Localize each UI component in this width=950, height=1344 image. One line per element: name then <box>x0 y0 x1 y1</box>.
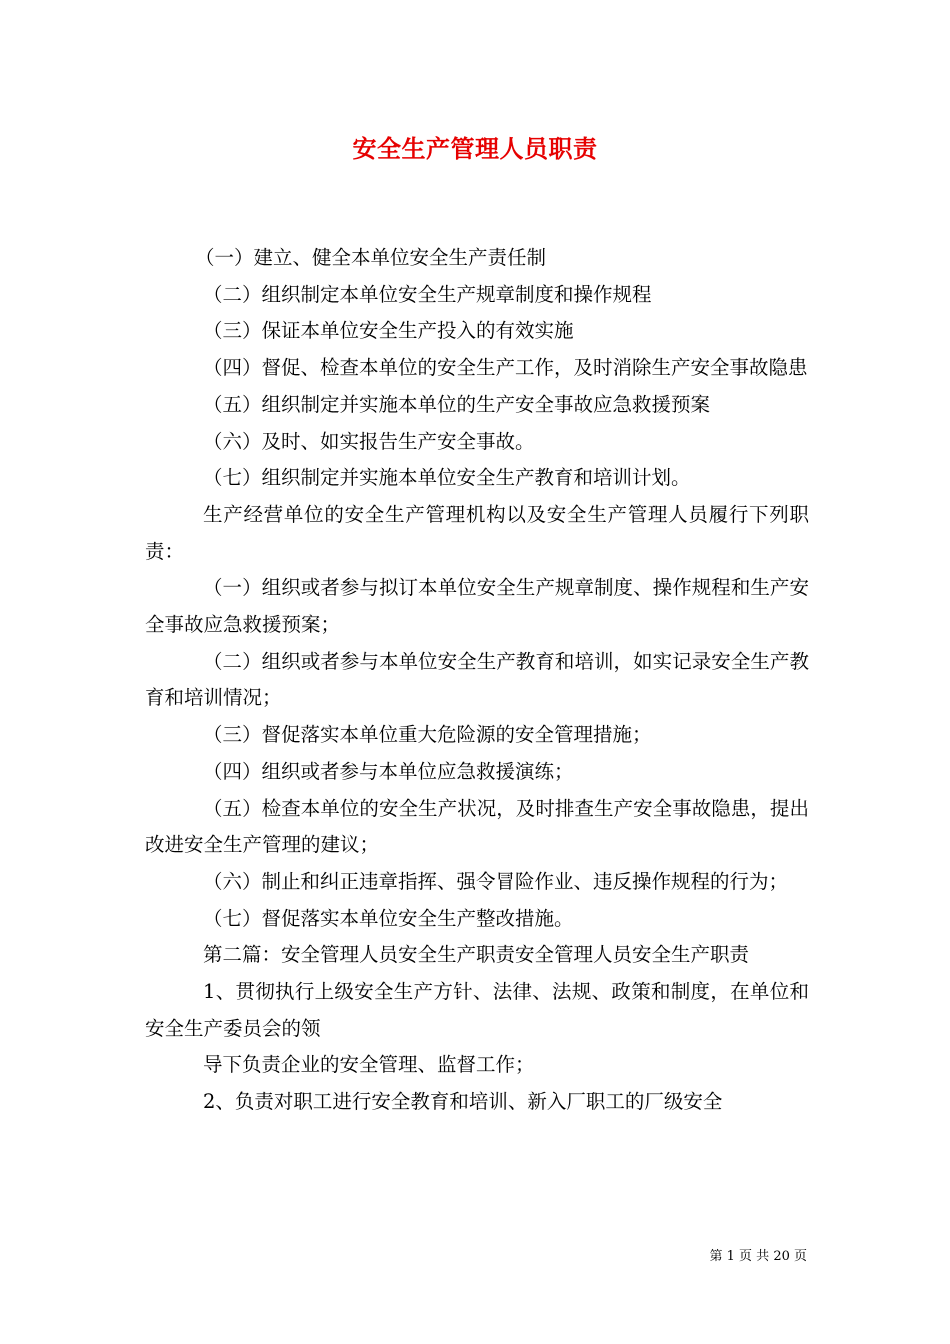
paragraph: （三）保证本单位安全生产投入的有效实施 <box>203 319 574 343</box>
paragraph: （一）组织或者参与拟订本单位安全生产规章制度、操作规程和生产安全事故应急救援预案； <box>145 576 809 637</box>
page-number-footer: 第 1 页 共 20 页 <box>709 1249 807 1264</box>
document-title: 安全生产管理人员职责 <box>352 134 598 163</box>
paragraph: （三）督促落实本单位重大危险源的安全管理措施； <box>203 723 652 747</box>
paragraph: （四）督促、检查本单位的安全生产工作，及时消除生产安全事故隐患 <box>203 356 808 380</box>
paragraph: （六）及时、如实报告生产安全事故。 <box>203 429 535 453</box>
paragraph: 导下负责企业的安全管理、监督工作； <box>203 1053 535 1077</box>
paragraph: （二）组织或者参与本单位安全生产教育和培训，如实记录安全生产教育和培训情况； <box>145 649 809 710</box>
paragraph: 第二篇：安全管理人员安全生产职责安全管理人员安全生产职责 <box>203 943 750 967</box>
paragraph: （四）组织或者参与本单位应急救援演练； <box>203 759 574 783</box>
paragraph: 2、负责对职工进行安全教育和培训、新入厂职工的厂级安全 <box>203 1090 723 1114</box>
paragraph: 生产经营单位的安全生产管理机构以及安全生产管理人员履行下列职责： <box>145 502 809 563</box>
document-body <box>145 240 809 1121</box>
paragraph: （五）检查本单位的安全生产状况，及时排查生产安全事故隐患，提出改进安全生产管理的建议； <box>145 796 809 857</box>
paragraph: （七）组织制定并实施本单位安全生产教育和培训计划。 <box>203 466 691 490</box>
paragraph: （七）督促落实本单位安全生产整改措施。 <box>203 906 574 930</box>
paragraph: （二）组织制定本单位安全生产规章制度和操作规程 <box>203 282 652 306</box>
paragraph: 1、贯彻执行上级安全生产方针、法律、法规、政策和制度，在单位和安全生产委员会的领 <box>145 980 809 1040</box>
paragraph: （五）组织制定并实施本单位的生产安全事故应急救援预案 <box>203 392 711 416</box>
paragraph: （六）制止和纠正违章指挥、强令冒险作业、违反操作规程的行为； <box>203 869 789 893</box>
paragraph: （一）建立、健全本单位安全生产责任制 <box>195 246 547 269</box>
